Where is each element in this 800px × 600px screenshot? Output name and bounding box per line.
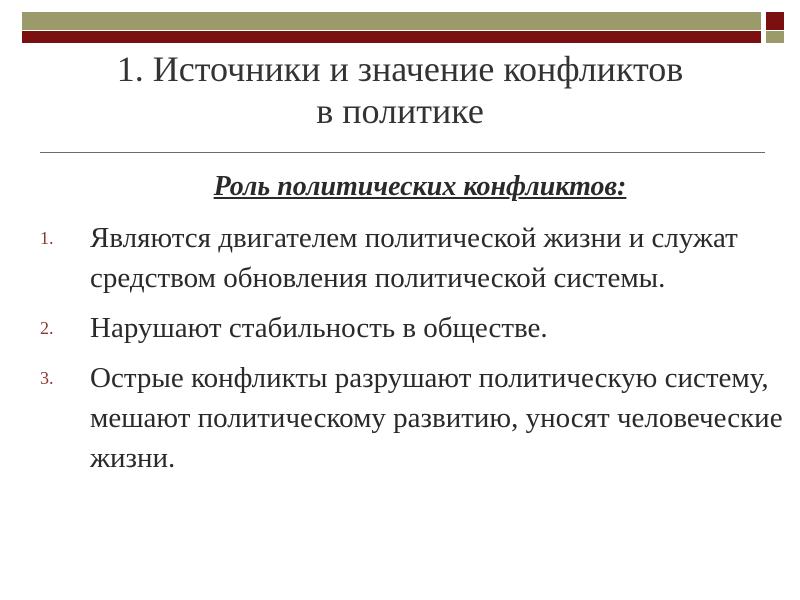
slide-title — [40, 48, 760, 132]
corner-square-maroon — [766, 12, 784, 30]
list-item-text: Являются двигателем политической жизни и служат средством обновления политической системы. — [90, 222, 738, 294]
list-item-text: Острые конфликты разрушают политическую систему, мешают политическому развитию, уносят человеческие жизни. — [90, 362, 783, 474]
list-item-text: Нарушают стабильность в обществе. — [90, 312, 548, 344]
list-item-number: 3. — [40, 368, 54, 388]
list-item — [40, 218, 785, 298]
title-divider — [40, 152, 765, 153]
corner-square-olive — [766, 31, 784, 43]
role-list — [40, 218, 785, 488]
slide-title-line1: 1. Источники и значение конфликтов — [116, 49, 684, 89]
header-band-maroon — [22, 31, 761, 43]
list-item — [40, 358, 785, 478]
list-item — [40, 308, 785, 348]
slide-subtitle: Роль политических конфликтов: — [213, 171, 627, 202]
header-band-olive — [22, 12, 761, 30]
list-item-number: 2. — [40, 318, 54, 338]
slide-title-line2: в политике — [316, 91, 484, 131]
list-item-number: 1. — [40, 228, 54, 248]
